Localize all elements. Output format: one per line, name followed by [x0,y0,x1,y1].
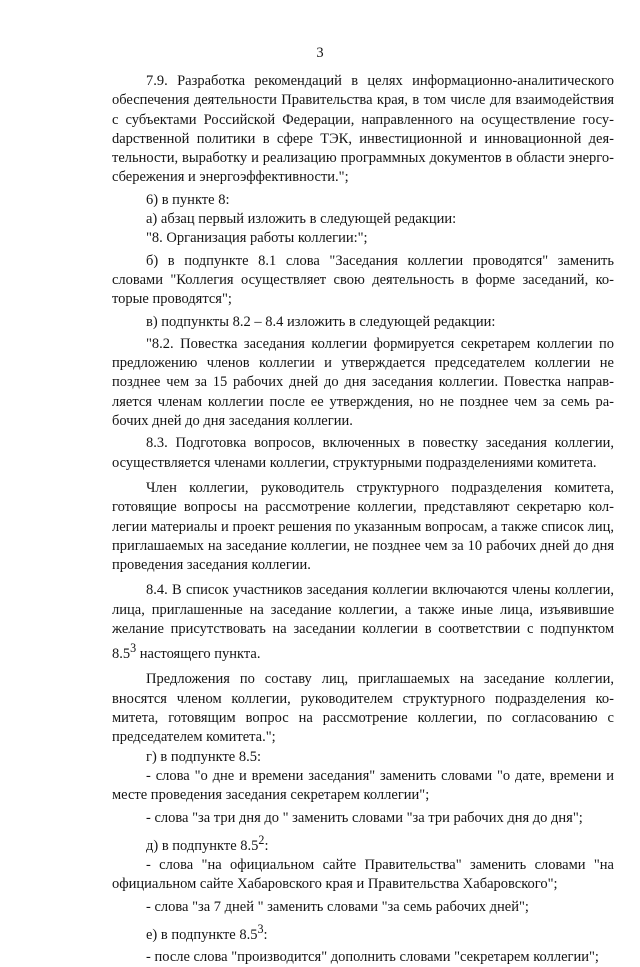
paragraph-item-g: г) в подпункте 8.5: [146,748,262,765]
paragraph-item-v: в) подпункты 8.2 – 8.4 изложить в следующей редакции: [146,313,496,330]
paragraph-dash-three-days: - слова "за три дня до " заменить словами "за три рабочих дня до дня"; [146,809,583,826]
paragraph-item-d: д) в подпункте $8.5^2$: [146,832,269,854]
paragraph-item-e: е) в подпункте $8.5^3$: [146,921,268,943]
paragraph-dash-official-site: - слова "на официальном сайте Правительства" заменить словами "на официальном сайте Хабаровского края и Правительства Хабаровского"; [112,856,614,893]
paragraph-dash-date-time: - слова "о дне и времени заседания" заменить словами "о дате, времени и месте проведения заседания секретарем коллегии"; [112,767,614,804]
superscript-index: 3 [130,641,137,656]
paragraph-proposals: Предложения по составу лиц, приглашаемых на заседание коллегии, вносятся членом коллегии, руководителем структурного подразделения комитета, готовящим вопрос на рассмотрение коллегии, по согласованию с председателем комитета."; [112,671,614,746]
page-number: 3 [316,45,324,61]
paragraph-member-materials: Член коллегии, руководитель структурного подразделения комитета, готовящие вопросы на рассмотрение коллегии, представляют секретарю коллегии материалы и проект решения по указанным вопросам, а также список лиц, приглашаемых на заседание коллегии, не позднее чем за 10 рабочих дней до дня проведения заседания коллегии. [112,479,614,574]
superscript-index: 2 [258,832,265,847]
superscript-index: 3 [257,921,264,936]
paragraph-item-a: а) абзац первый изложить в следующей редакции: [146,211,457,228]
paragraph-point-8-title: "8. Организация работы коллегии:"; [146,230,368,247]
document-body [112,72,614,967]
paragraph-8-4: 8.4. В список участников заседания коллегии включаются члены коллегии, лица, приглашенные на заседание коллегии, а также иные лица, изъявившие желание присутствовать на заседании коллегии в соответствии с подпунктом $8.5^3$ настоящего пункта. [112,582,614,663]
paragraph-dash-secretary: - после слова "производится" дополнить словами "секретарем коллегии"; [146,948,599,965]
paragraph-7-9: 7.9. Разработка рекомендаций в целях информационно-аналитического обеспечения деятельности Правительства края, в том числе для взаимодействия с субъектами Российской Федерации, направленного на осуществление госуdарственной политики в сфере ТЭК, инвестиционной и инновационной деятельности, выработку и реализацию программных документов в области энергосбережения и энергоэффективности."; [112,73,614,186]
paragraph-item-b: б) в подпункте 8.1 слова "Заседания коллегии проводятся" заменить словами "Коллегия осуществляет свою деятельность в форме заседаний, которые проводятся"; [112,252,614,308]
paragraph-item-6: 6) в пункте 8: [146,191,230,208]
paragraph-8-2: "8.2. Повестка заседания коллегии формируется секретарем коллегии по предложению членов коллегии и утверждается председателем коллегии не позднее чем за 15 рабочих дней до дня заседания коллегии. Повестка направляется членам коллегии после ее утверждения, но не позднее чем за семь рабочих дней до дня заседания коллегии. [112,335,614,430]
paragraph-8-3: 8.3. Подготовка вопросов, включенных в повестку заседания коллегии, осуществляется членами коллегии, структурными подразделениями комитета. [112,435,614,471]
paragraph-dash-seven-days: - слова "за 7 дней " заменить словами "за семь рабочих дней"; [146,898,529,915]
